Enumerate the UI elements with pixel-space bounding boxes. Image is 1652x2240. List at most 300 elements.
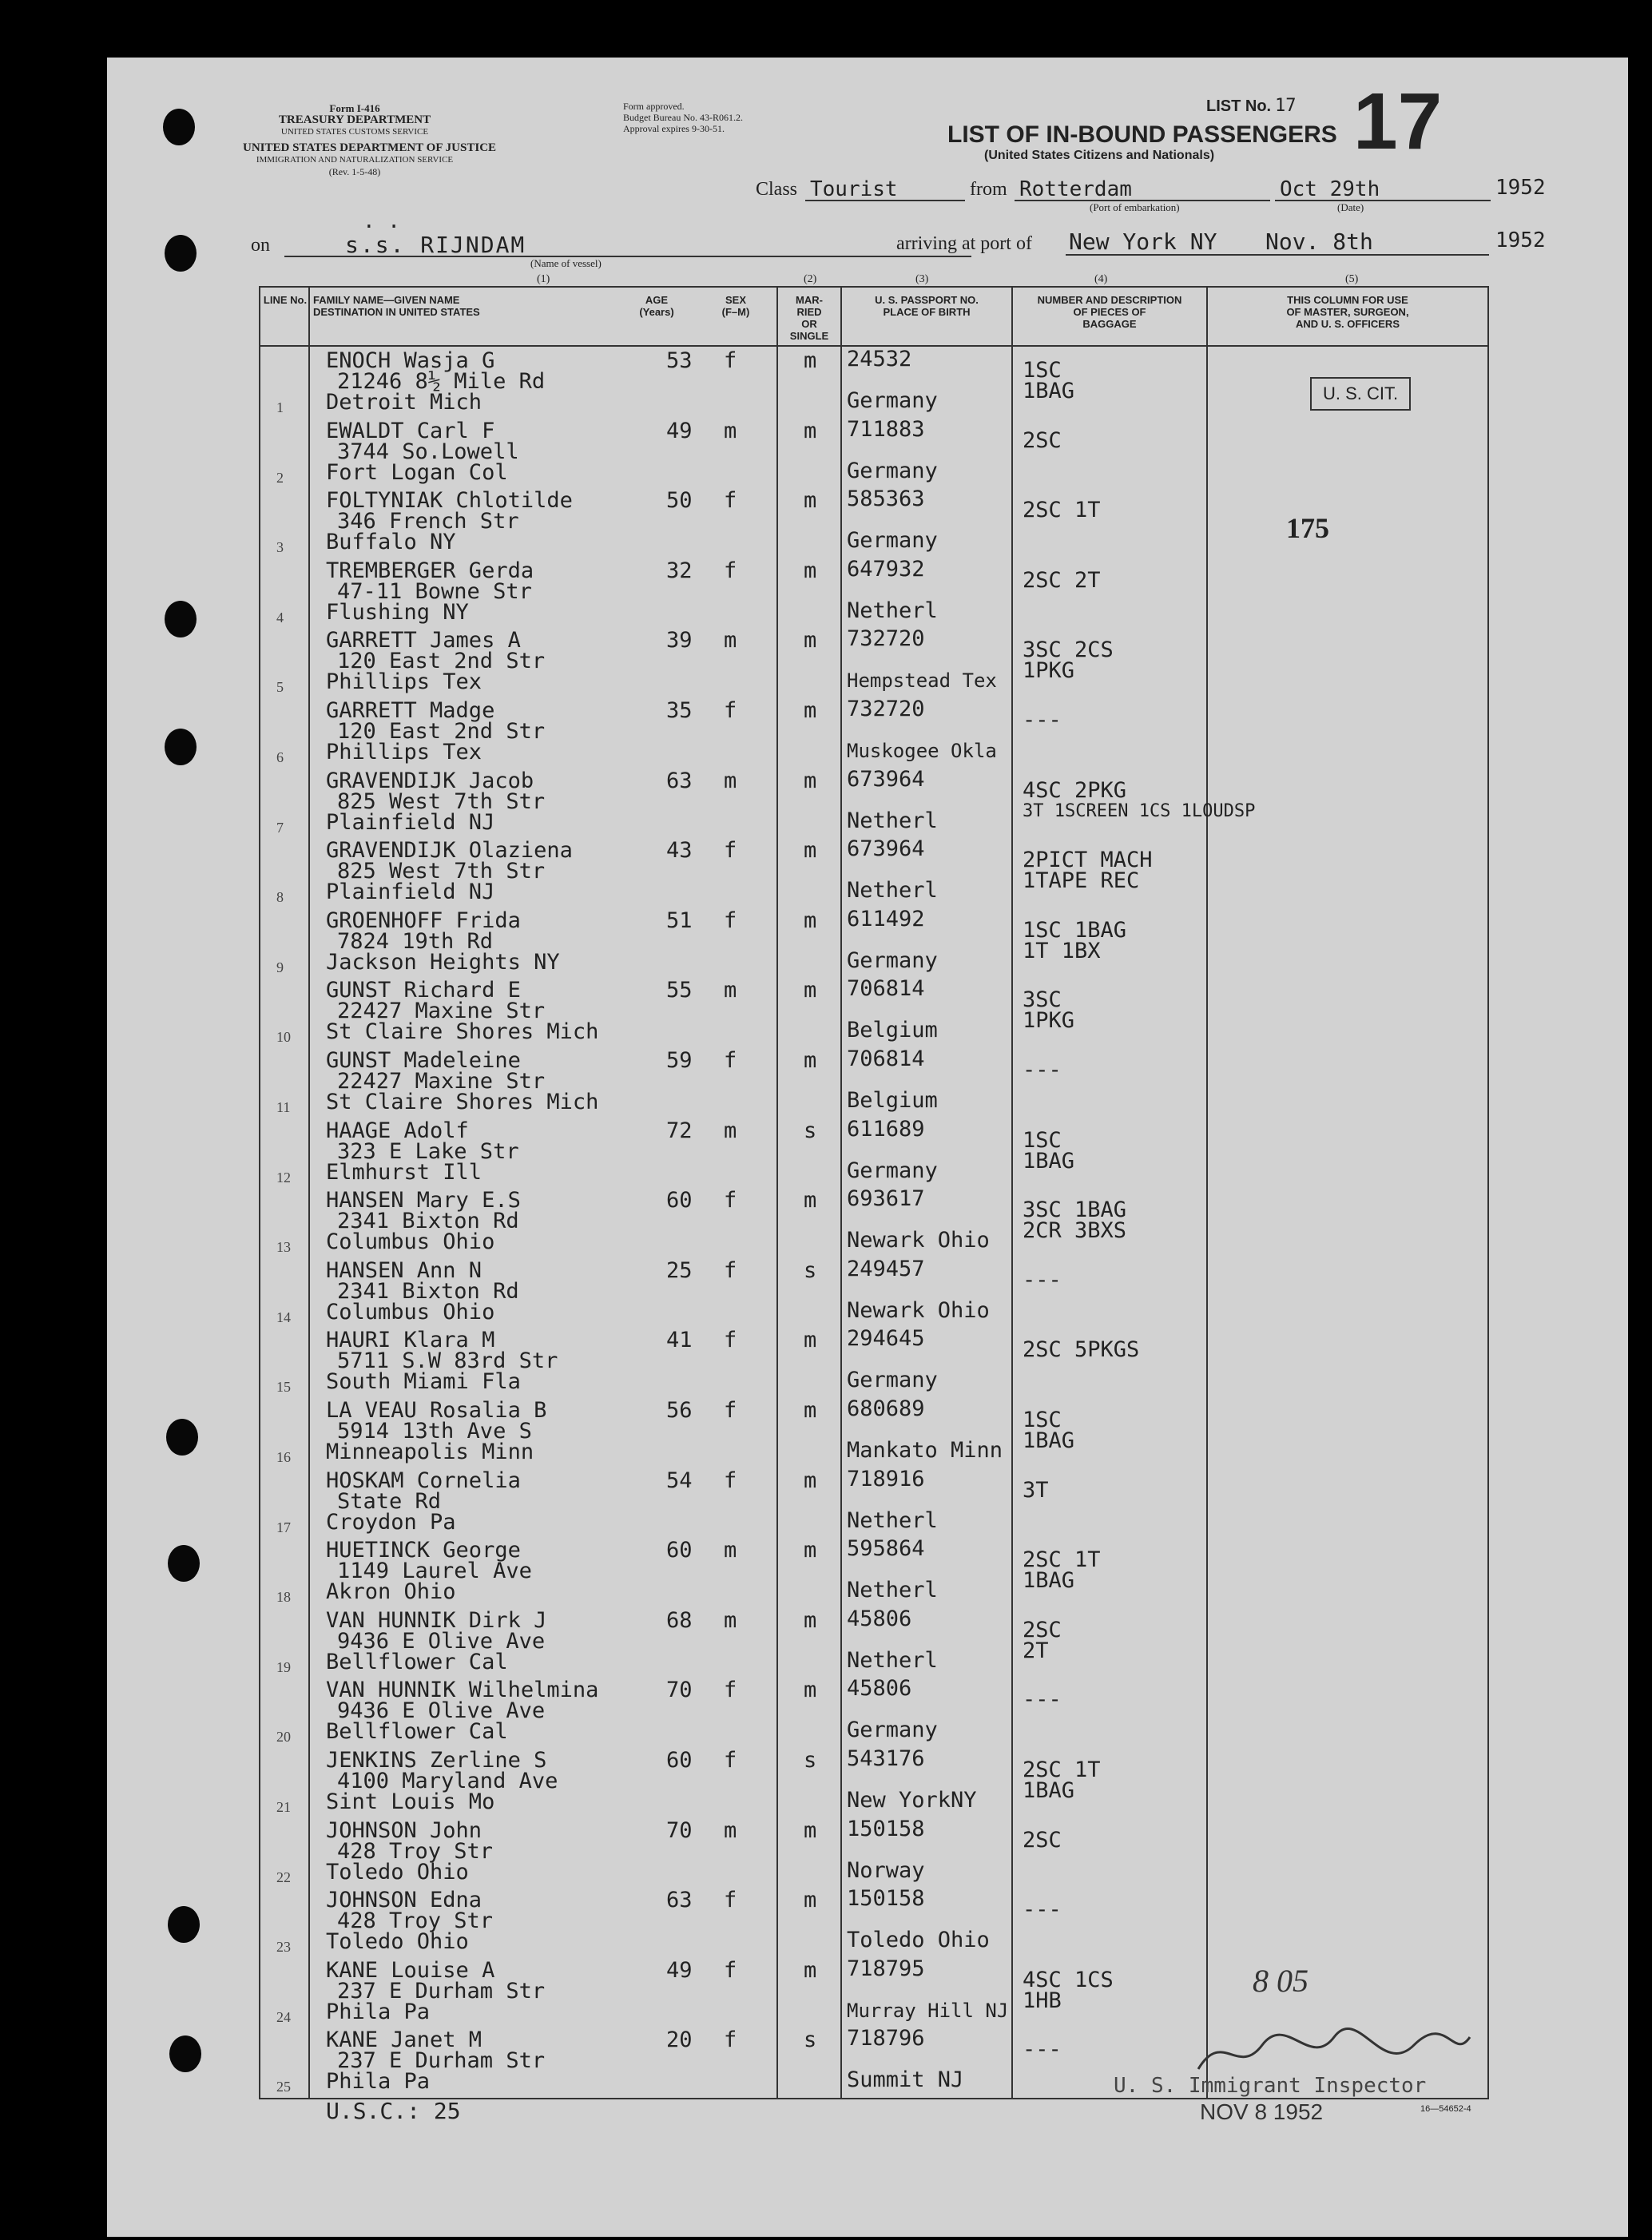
passenger-name: ENOCH Wasja G (326, 348, 495, 373)
address-line-2: Bellflower Cal (326, 1649, 508, 1674)
line-number: 7 (276, 819, 284, 836)
form-code: 16—54652-4 (1420, 2104, 1471, 2114)
baggage-line-2: 1TAPE REC (1023, 868, 1140, 894)
age: 51 (666, 908, 693, 933)
table-row (260, 978, 1487, 1048)
age: 56 (666, 1398, 693, 1423)
table-row (260, 1538, 1487, 1608)
binder-hole (168, 1906, 200, 1943)
sex: f (724, 1957, 737, 1983)
sex: m (724, 1118, 737, 1143)
sex: f (724, 698, 737, 723)
baggage-line-1: 1SC (1023, 1408, 1062, 1432)
line-number: 21 (276, 1799, 291, 1815)
col-header-passport: U. S. PASSPORT NO. PLACE OF BIRTH (875, 294, 979, 318)
baggage-line-2: 1HB (1023, 1988, 1062, 2013)
baggage-line-1: --- (1023, 1058, 1062, 1082)
sex: f (724, 1888, 737, 1913)
passenger-name: JOHNSON John (326, 1817, 482, 1843)
address-line-1: 3744 So.Lowell (337, 439, 519, 464)
place-of-birth: Netherl (847, 1647, 938, 1673)
embarkation-port: Rotterdam (1019, 177, 1132, 201)
vessel-name: s.s. RIJNDAM (345, 232, 526, 258)
sex: f (724, 1328, 737, 1353)
address-line-1: 120 East 2nd Str (337, 649, 546, 674)
passenger-name: FOLTYNIAK Chlotilde (326, 488, 573, 514)
form-number: Form I-416 (329, 102, 380, 114)
address-line-1: 5914 13th Ave S (337, 1419, 532, 1444)
age: 72 (666, 1118, 693, 1143)
passenger-name: GARRETT Madge (326, 698, 495, 723)
age: 55 (666, 978, 693, 1003)
baggage-line-1: 2SC 1T (1023, 498, 1101, 523)
address-line-1: 22427 Maxine Str (337, 999, 546, 1024)
marital-status: m (804, 418, 817, 443)
baggage-line-1: 2PICT MACH (1023, 848, 1153, 873)
table-row (260, 1398, 1487, 1468)
line-number: 8 (276, 889, 284, 906)
passport-number: 718916 (847, 1466, 925, 1491)
address-line-1: 237 E Durham Str (337, 1978, 546, 2004)
line-number: 22 (276, 1869, 291, 1885)
passenger-name: GARRETT James A (326, 628, 521, 653)
table-row (260, 558, 1487, 629)
table-row (260, 766, 1487, 839)
line-number: 6 (276, 749, 284, 765)
sex: f (724, 1748, 737, 1773)
sex: f (724, 1257, 737, 1283)
page-subtitle: (United States Citizens and Nationals) (984, 149, 1215, 162)
baggage-line-2: 1BAG (1023, 1778, 1075, 1803)
sex: f (724, 2028, 737, 2053)
approval-notice (623, 101, 743, 134)
address-line-1: 120 East 2nd Str (337, 719, 546, 744)
age: 59 (666, 1048, 693, 1073)
place-of-birth: Newark Ohio (847, 1297, 990, 1323)
place-of-birth: Germany (847, 947, 938, 973)
marital-status: m (804, 348, 817, 373)
table-row (260, 1818, 1487, 1889)
inspector-signature (1190, 2021, 1478, 2085)
address-line-2: Sint Louis Mo (326, 1789, 495, 1814)
col-header-officers: THIS COLUMN FOR USE OF MASTER, SURGEON, AND U. S. OFFICERS (1286, 294, 1409, 330)
passport-number: 711883 (847, 416, 925, 442)
col-header-line: LINE No. (263, 294, 308, 306)
class-label: Class (756, 179, 798, 200)
passenger-table (259, 286, 1489, 2099)
baggage-line-1: 1SC 1BAG (1023, 917, 1127, 943)
table-row (260, 838, 1487, 908)
address-line-2: Toledo Ohio (326, 1929, 469, 1955)
col-num-3: (3) (915, 273, 929, 285)
ins-service: IMMIGRATION AND NATURALIZATION SERVICE (256, 155, 454, 165)
line-number: 13 (276, 1239, 291, 1256)
line-number: 16 (276, 1449, 291, 1465)
handwritten-note: 8 05 (1253, 1963, 1308, 1999)
arriving-label: arriving at port of (896, 233, 1032, 254)
passport-number: 647932 (847, 556, 925, 582)
marital-status: s (804, 1748, 817, 1773)
age: 60 (666, 1538, 693, 1563)
line-number: 5 (276, 679, 284, 696)
address-line-1: State Rd (337, 1488, 442, 1514)
place-of-birth: Norway (847, 1857, 925, 1883)
baggage-line-2: 1BAG (1023, 1428, 1075, 1453)
marital-status: m (804, 1048, 817, 1073)
address-line-2: Jackson Heights NY (326, 949, 560, 975)
binder-hole (163, 109, 195, 145)
passport-number: 706814 (847, 1047, 925, 1071)
binder-hole (169, 2035, 201, 2072)
age: 60 (666, 1188, 693, 1213)
baggage-line-1: 2SC (1023, 1827, 1062, 1853)
passport-number: 732720 (847, 626, 925, 652)
passenger-name: HANSEN Ann N (326, 1257, 482, 1283)
place-of-birth: Mankato Minn (847, 1438, 1003, 1463)
address-line-1: 47-11 Bowne Str (337, 578, 532, 604)
address-line-1: 21246 8½ Mile Rd (337, 369, 546, 394)
address-line-2: St Claire Shores Mich (326, 1090, 599, 1114)
address-line-1: 323 E Lake Str (337, 1138, 519, 1164)
age: 43 (666, 838, 693, 864)
marital-status: m (804, 1538, 817, 1563)
list-no-label: LIST No. (1206, 97, 1272, 115)
address-line-2: Minneapolis Minn (326, 1440, 534, 1464)
passenger-name: KANE Louise A (326, 1957, 495, 1983)
marital-status: m (804, 838, 817, 864)
sex: f (724, 1468, 737, 1493)
col-header-sex: SEX (F–M) (721, 294, 750, 318)
baggage-line-1: 3SC 1BAG (1023, 1197, 1127, 1223)
place-of-birth: Netherl (847, 1507, 938, 1533)
baggage-line-2: 1BAG (1023, 379, 1075, 403)
date-stamp: NOV 8 1952 (1200, 2099, 1324, 2124)
line-number: 25 (276, 2079, 291, 2095)
place-of-birth: Germany (847, 1718, 938, 1743)
place-of-birth: Murray Hill NJ (847, 1999, 1009, 2022)
age: 20 (666, 2028, 693, 2053)
table-row (260, 1678, 1487, 1748)
address-line-2: Fort Logan Col (326, 459, 508, 485)
table-row (260, 416, 1487, 489)
table-row (260, 1188, 1487, 1258)
from-label: from (970, 179, 1007, 200)
usc-total: U.S.C.: 25 (326, 2098, 461, 2124)
age: 35 (666, 698, 693, 723)
sex: m (724, 1607, 737, 1633)
sex: m (724, 768, 737, 793)
address-line-1: 9436 E Olive Ave (337, 1698, 546, 1724)
sex: f (724, 1188, 737, 1213)
place-of-birth: Netherl (847, 598, 938, 623)
binder-hole (165, 601, 197, 637)
baggage-line-1: 2SC 1T (1023, 1547, 1101, 1573)
line-number: 4 (276, 609, 284, 626)
marital-status: m (804, 1607, 817, 1633)
marital-status: s (804, 2028, 817, 2053)
address-line-2: Plainfield NJ (326, 880, 495, 905)
baggage-line-2: 3T 1SCREEN 1CS 1LOUDSP (1023, 800, 1256, 821)
line-number: 19 (276, 1658, 291, 1675)
age: 70 (666, 1817, 693, 1843)
place-of-birth: Summit NJ (847, 2067, 964, 2093)
place-of-birth: New YorkNY (847, 1788, 977, 1813)
passenger-name: JENKINS Zerline S (326, 1748, 547, 1773)
address-line-1: 9436 E Olive Ave (337, 1628, 546, 1654)
line-number: 2 (276, 469, 284, 486)
address-line-1: 237 E Durham Str (337, 2048, 546, 2074)
page-title: LIST OF IN-BOUND PASSENGERS (947, 121, 1337, 148)
place-of-birth: Toledo Ohio (847, 1928, 990, 1953)
list-no-value: 17 (1275, 96, 1297, 116)
baggage-line-1: 2SC 5PKGS (1023, 1337, 1140, 1363)
dots: . . (363, 209, 400, 233)
place-of-birth: Muskogee Okla (847, 740, 997, 762)
marital-status: m (804, 558, 817, 583)
passenger-name: GRAVENDIJK Olaziena (326, 838, 573, 864)
sex: f (724, 1048, 737, 1073)
address-line-2: Phila Pa (326, 1999, 431, 2024)
address-line-1: 428 Troy Str (337, 1838, 494, 1864)
passport-number: 543176 (847, 1746, 925, 1771)
table-row (260, 698, 1487, 769)
passenger-name: TREMBERGER Gerda (326, 558, 534, 583)
address-line-1: 7824 19th Rd (337, 928, 494, 954)
marital-status: m (804, 908, 817, 933)
col-num-5: (5) (1345, 273, 1359, 285)
marital-status: m (804, 1817, 817, 1843)
line-number: 15 (276, 1379, 291, 1396)
passport-number: 150158 (847, 1886, 925, 1912)
marital-status: m (804, 1328, 817, 1353)
baggage-line-2: 1BAG (1023, 1568, 1075, 1594)
passenger-name: LA VEAU Rosalia B (326, 1398, 547, 1423)
passport-number: 585363 (847, 487, 925, 512)
approval-line-1: Form approved. (623, 101, 685, 112)
passport-number: 680689 (847, 1396, 925, 1421)
baggage-line-2: 1BAG (1023, 1148, 1075, 1174)
table-row (260, 628, 1487, 698)
col-header-name: FAMILY NAME—GIVEN NAME DESTINATION IN UNITED STATES (313, 294, 480, 318)
baggage-line-1: 4SC 2PKG (1023, 777, 1127, 803)
place-of-birth: Netherl (847, 808, 938, 833)
place-of-birth: Netherl (847, 878, 938, 904)
address-line-2: Croydon Pa (326, 1509, 456, 1535)
address-line-1: 1149 Laurel Ave (337, 1559, 532, 1584)
baggage-line-1: 2SC 2T (1023, 567, 1101, 593)
table-row (260, 1888, 1487, 1958)
departure-date: Oct 29th (1280, 177, 1380, 201)
approval-line-2: Budget Bureau No. 43-R061.2. (623, 112, 743, 123)
marital-status: m (804, 978, 817, 1003)
sex: m (724, 1538, 737, 1563)
address-line-1: 825 West 7th Str (337, 788, 546, 814)
line-number: 12 (276, 1169, 291, 1186)
binder-hole (165, 729, 197, 765)
passenger-name: KANE Janet M (326, 2028, 482, 2053)
sex: f (724, 838, 737, 864)
marital-status: m (804, 1468, 817, 1493)
marital-status: m (804, 1957, 817, 1983)
address-line-2: Columbus Ohio (326, 1229, 495, 1255)
passenger-name: VAN HUNNIK Wilhelmina (326, 1678, 599, 1703)
line-number: 18 (276, 1589, 291, 1606)
place-of-birth: Newark Ohio (847, 1228, 990, 1253)
place-of-birth: Belgium (847, 1088, 938, 1113)
table-row (260, 1258, 1487, 1329)
age: 70 (666, 1678, 693, 1703)
address-line-2: Flushing NY (326, 599, 469, 625)
col-num-4: (4) (1094, 273, 1108, 285)
marital-status: m (804, 1398, 817, 1423)
binder-hole (168, 1545, 200, 1582)
form-header-justice (243, 141, 497, 178)
address-line-1: 825 West 7th Str (337, 859, 546, 884)
address-line-2: Phila Pa (326, 2069, 431, 2095)
passenger-name: GUNST Richard E (326, 978, 521, 1003)
address-line-2: St Claire Shores Mich (326, 1019, 599, 1045)
line-number: 10 (276, 1029, 291, 1046)
col-header-married: MAR- RIED OR SINGLE (789, 294, 829, 342)
line-number: 3 (276, 539, 284, 556)
marital-status: s (804, 1118, 817, 1143)
passport-number: 249457 (847, 1256, 925, 1281)
passport-number: 45806 (847, 1676, 912, 1702)
age: 50 (666, 488, 693, 514)
departure-year: 1952 (1495, 176, 1546, 200)
baggage-line-1: --- (1023, 1267, 1062, 1293)
baggage-line-2: 1PKG (1023, 1008, 1075, 1034)
line-number: 9 (276, 959, 284, 975)
marital-status: m (804, 488, 817, 514)
passport-number: 595864 (847, 1536, 925, 1562)
line-number: 11 (276, 1099, 291, 1115)
col-header-baggage: NUMBER AND DESCRIPTION OF PIECES OF BAGGAGE (1037, 294, 1182, 330)
us-citizen-stamp: U. S. CIT. (1310, 377, 1411, 411)
col-num-2: (2) (804, 273, 817, 285)
baggage-line-1: 4SC 1CS (1023, 1967, 1114, 1992)
table-row (260, 1608, 1487, 1678)
place-of-birth: Belgium (847, 1018, 938, 1043)
marital-status: s (804, 1257, 817, 1283)
age: 60 (666, 1748, 693, 1773)
table-row (260, 1328, 1487, 1398)
passenger-name: EWALDT Carl F (326, 418, 495, 443)
passenger-name: VAN HUNNIK Dirk J (326, 1607, 547, 1633)
place-of-birth: Germany (847, 1368, 938, 1393)
age: 54 (666, 1468, 693, 1493)
arrival-port: New York NY (1069, 228, 1217, 255)
age: 63 (666, 1888, 693, 1913)
baggage-line-1: --- (1023, 1897, 1062, 1923)
age: 53 (666, 348, 693, 373)
approval-line-3: Approval expires 9-30-51. (623, 123, 725, 134)
col-num-1: (1) (537, 273, 550, 285)
col-header-age: AGE (Years) (639, 294, 674, 318)
baggage-line-1: --- (1023, 1687, 1062, 1713)
passenger-name: HANSEN Mary E.S (326, 1188, 521, 1213)
passport-number: 718795 (847, 1956, 925, 1981)
passport-number: 706814 (847, 976, 925, 1002)
address-line-2: Toledo Ohio (326, 1859, 469, 1885)
passenger-name: HUETINCK George (326, 1538, 521, 1563)
sex: m (724, 978, 737, 1003)
place-of-birth: Netherl (847, 1578, 938, 1603)
baggage-line-2: 2CR 3BXS (1023, 1218, 1127, 1244)
address-line-2: Buffalo NY (326, 530, 456, 555)
date-caption: (Date) (1337, 201, 1364, 213)
passenger-count: 175 (1286, 512, 1329, 544)
address-line-2: Phillips Tex (326, 669, 482, 695)
baggage-line-1: 2SC 1T (1023, 1757, 1101, 1782)
binder-hole (165, 235, 197, 272)
table-row (260, 1118, 1487, 1189)
baggage-line-1: 1SC (1023, 1127, 1062, 1153)
age: 32 (666, 558, 693, 583)
sex: f (724, 488, 737, 514)
baggage-line-1: 3SC 2CS (1023, 637, 1114, 663)
marital-status: m (804, 698, 817, 723)
table-row (260, 1748, 1487, 1818)
form-header-left (251, 102, 459, 138)
sex: f (724, 558, 737, 583)
age: 25 (666, 1257, 693, 1283)
address-line-2: Columbus Ohio (326, 1299, 495, 1325)
passenger-name: GROENHOFF Frida (326, 908, 521, 933)
sex: m (724, 1817, 737, 1843)
place-of-birth: Hempstead Tex (847, 669, 997, 693)
sex: f (724, 1678, 737, 1703)
address-line-2: Akron Ohio (326, 1579, 456, 1605)
place-of-birth: Germany (847, 528, 938, 554)
age: 68 (666, 1607, 693, 1633)
marital-status: m (804, 768, 817, 793)
address-line-1: 2341 Bixton Rd (337, 1209, 519, 1234)
line-number: 24 (276, 2008, 291, 2025)
address-line-1: 22427 Maxine Str (337, 1069, 546, 1094)
table-row (260, 1468, 1487, 1539)
passport-number: 732720 (847, 697, 925, 721)
on-label: on (251, 235, 270, 256)
justice-dept: UNITED STATES DEPARTMENT OF JUSTICE (243, 141, 497, 154)
age: 39 (666, 628, 693, 653)
passenger-name: HAAGE Adolf (326, 1118, 469, 1143)
place-of-birth: Germany (847, 458, 938, 483)
baggage-line-1: 2SC (1023, 1617, 1062, 1642)
address-line-1: 346 French Str (337, 509, 519, 534)
table-row (260, 348, 1487, 419)
table-row (260, 908, 1487, 979)
arrival-date: Nov. 8th (1265, 228, 1373, 255)
class-value: Tourist (810, 177, 898, 201)
baggage-line-1: 3T (1023, 1477, 1049, 1503)
passport-number: 150158 (847, 1816, 925, 1841)
passenger-name: HOSKAM Cornelia (326, 1468, 521, 1493)
address-line-1: 5711 S.W 83rd Str (337, 1348, 558, 1374)
marital-status: m (804, 628, 817, 653)
sex: f (724, 1398, 737, 1423)
marital-status: m (804, 1188, 817, 1213)
passport-number: 294645 (847, 1326, 925, 1352)
address-line-2: Phillips Tex (326, 740, 482, 765)
baggage-line-2: 2T (1023, 1638, 1049, 1663)
line-number: 20 (276, 1729, 291, 1746)
passport-number: 45806 (847, 1606, 912, 1631)
passenger-name: HAURI Klara M (326, 1328, 495, 1353)
address-line-2: South Miami Fla (326, 1369, 521, 1395)
passport-number: 24532 (847, 347, 912, 371)
line-number: 23 (276, 1939, 291, 1956)
